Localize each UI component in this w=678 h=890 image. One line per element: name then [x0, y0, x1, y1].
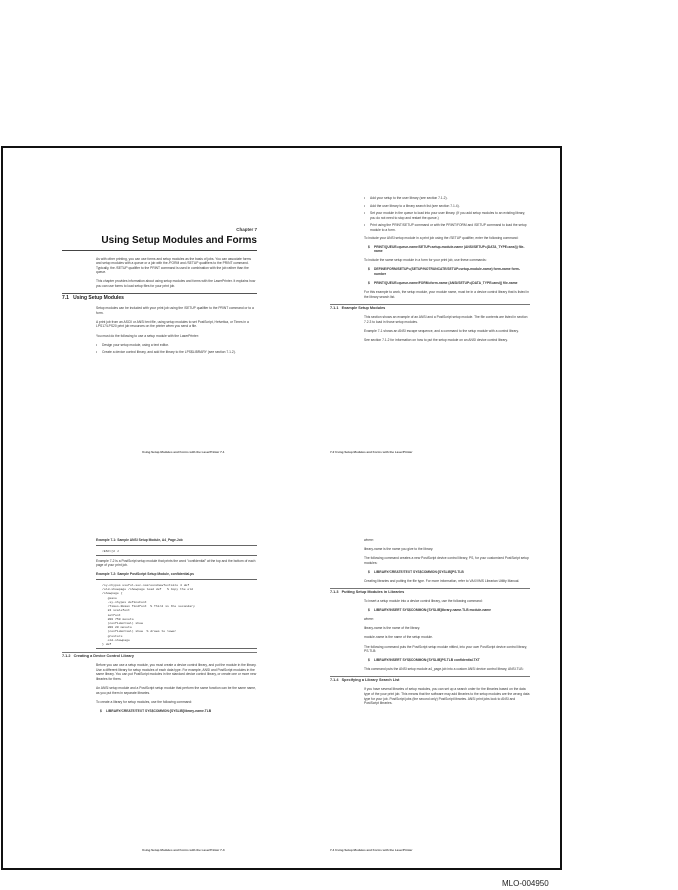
body-paragraph: module-name is the name of the setup module. — [364, 635, 433, 640]
code-line: (confidential) show % draws to lower — [102, 629, 177, 634]
page-footer: Using Setup Modules and Forms with the LaserPrinter 7-1 — [142, 450, 225, 454]
bullet-item: • Print using the PRINT/SETUP command or with the PRINT/FORM and /SETUP command to load the setup module to a form. — [330, 223, 530, 232]
divider — [96, 555, 257, 556]
body-paragraph: A print job from an ASCII or ANSI text file, using setup modules to set PostScript, Helvetica, or Times in a LPS17/LPS20 print job resources on the printer when you send a file. — [96, 319, 249, 329]
body-paragraph: To include the same setup module in a form for your print job, use these commands: — [364, 258, 487, 263]
body-paragraph: library-name is the name of the library. — [364, 626, 421, 631]
divider — [96, 579, 257, 580]
subsection-title: Example Setup Modules — [341, 305, 386, 310]
command-line: $ PRINT/QUEUE=queue-name/SETUP=setup-module-name (ANSI/SETUP=(DATA_TYPE=ansi)) file-name — [330, 245, 530, 254]
code-line: } def — [102, 641, 112, 646]
body-paragraph: See section 7.1.2 for information on how to put the setup module on an ANSI device control library. — [364, 337, 508, 342]
page-footer: 7-2 Using Setup Modules and Forms with the LaserPrinter — [330, 450, 413, 454]
intro-paragraph: This chapter provides information about using setup modules and forms with the LaserPrinter. It explains how you can use forms to load setup files for your print job. — [96, 279, 256, 289]
body-paragraph: The following command puts the PostScript setup module ntitled, into your own PostScript device control library, PS.TLB: — [364, 644, 528, 654]
command-line: $ LIBRARY/INSERT SYS$COMMON:[SYSLIB]PS.TLB confidential.TXT — [330, 658, 530, 663]
code-line: <ESC>[2 J — [102, 548, 119, 553]
subsection-number: 7.1.2 — [62, 654, 71, 659]
subsection-title: Creating a Device Control Library — [73, 654, 134, 659]
chapter-label: Chapter 7 — [236, 227, 257, 232]
example-title: Example 7-2: Sample PostScript Setup Module, confidential.ps — [96, 572, 195, 577]
subsection-heading — [330, 676, 530, 683]
body-paragraph: This command puts the ANSI setup module a4_page.job into a custom ANSI device control library, ANSI.TLB: — [364, 667, 524, 672]
body-paragraph: where: — [364, 617, 374, 622]
body-paragraph: You must do the following to use a setup module with the LaserPrinter: — [96, 333, 199, 338]
example-title: Example 7-1: Sample ANSI Setup Module, A4_Page.Job — [96, 538, 183, 542]
command-line: $ LIBRARY/INSERT SYS$COMMON:[SYSLIB]library-name.TLB module-name — [330, 608, 530, 613]
body-paragraph: The following command creates a new PostScript device control library, PS, for your customized PostScript setup modules: — [364, 556, 529, 565]
body-paragraph: To insert a setup module into a device control library, use the following command: — [364, 599, 483, 604]
subsection-number: 7.1.4 — [330, 678, 339, 683]
body-paragraph: Before you can use a setup module, you must create a device control library, and put the module in the library. Use a different library for setup modules of each data type. For example, ANSI and PostScript modules in the same library. You can put PostScript modules in the standard device control library, or create one or more new libraries for them. — [96, 663, 257, 681]
code-line: setfont — [102, 612, 121, 617]
page-7-1 — [62, 228, 257, 358]
code-line: /sy-nhypos useful-sec-nosroundnewTextsize 4 def — [102, 583, 190, 588]
body-paragraph: To include your ANSI setup module in a print job using the /SETUP qualifier, enter the following command: — [364, 235, 519, 240]
divider — [96, 545, 257, 546]
bullet-item: • Design your setup module, using a text editor. — [62, 343, 257, 348]
body-paragraph: For this example to work, the setup module, your module name, must be in a device control library that is listed in the library search list. — [364, 290, 529, 299]
section-title: Using Setup Modules — [73, 295, 124, 302]
page-7-2 — [330, 196, 530, 347]
subsection-title: Specifying a Library Search List — [341, 678, 400, 683]
code-block — [62, 583, 257, 646]
command-line: $ DEFINE/FORM/SETUP=(SETUP/NOTRUNCATE/SETUP=setup-module-name) form-name form-number — [330, 267, 530, 276]
page-7-4 — [330, 538, 530, 710]
page-7-3 — [62, 538, 257, 718]
bullet-item: • Add your setup to the user library (see section 7.1.2). — [330, 196, 530, 201]
code-line: grestore — [102, 633, 123, 638]
body-paragraph: To create a library for setup modules, use the following command: — [96, 699, 193, 704]
page-footer: 7-4 Using Setup Modules and Forms with the LaserPrinter — [330, 848, 413, 852]
where-item: library-name is the name you give to the library. — [364, 547, 434, 552]
subsection-number: 7.1.1 — [330, 305, 339, 310]
code-line: 200 750 moveto — [102, 616, 134, 621]
chapter-title: Using Setup Modules and Forms — [62, 235, 257, 251]
code-line: (confidential) show — [102, 620, 143, 625]
subsection-heading — [330, 588, 530, 595]
subsection-heading — [62, 652, 257, 659]
body-paragraph: Creating libraries and putting the file type. For more information, refer to VAX/VMS Librarian Utility Manual. — [364, 578, 520, 583]
body-paragraph: If you have several libraries of setup modules, you can set up a search order for the libraries based on the data type of the your print job. This means that the software may add libraries to the setup modules are the wrong data type for your job. PostScript jobs (the second only) PostScript libraries. ANSI print jobs look to ANSI and PostScript libraries. — [364, 687, 530, 706]
section-heading — [62, 293, 257, 302]
code-line: 200 20 moveto — [102, 625, 132, 630]
command-line: $ PRINT/QUEUE=queue-name/FORM=form-name (ANSI/SETUP=(DATA_TYPE=ansi)) file-name — [330, 281, 530, 286]
intro-paragraph: As with other printing, you can use forms and setup modules as the basis of jobs. You can associate forms and setup modules with a queue or a job with the /FORM and /SETUP qualifiers to the PRINT command. Typically, the /SETUP qualifier to the PRINT command is used in combination with the job rather than the queue. — [96, 256, 252, 275]
code-line: gsave — [102, 595, 117, 600]
subsection-title: Putting Setup Modules in Libraries — [341, 590, 405, 595]
command-line: $ LIBRARY/CREATE/TEXT SYS$COMMON:[SYSLIB]PS.TLB — [330, 570, 530, 575]
subsection-number: 7.1.3 — [330, 590, 339, 595]
where-label: where: — [364, 538, 374, 542]
body-paragraph: An ANSI setup module and a PostScript setup module that perform the same function can be the same name, as you put them in separate libraries. — [96, 686, 256, 695]
body-paragraph: Example 7-1 shows an ANSI escape sequence, and a command to the setup module with a control library. — [364, 328, 519, 333]
command-line: $ LIBRARY/CREATE/TEXT SYS$COMMON:[SYSLIB]library-name.TLB — [62, 709, 257, 714]
code-line: /Times-Roman findfont % Third is the secondary — [102, 604, 195, 609]
section-number: 7.1 — [62, 295, 69, 302]
code-line: 24 scalefont — [102, 608, 130, 613]
bullet-item: • Create a device control library, and add the library to the LPS$LIBRARY (see section 7.1.2). — [62, 350, 257, 355]
subsection-heading — [330, 304, 530, 311]
code-line: /showpage { — [102, 591, 123, 596]
body-paragraph: Example 7-2 is a PostScript setup module that prints the word "confidential" at the top and the bottom of each page of your print job. — [96, 558, 256, 568]
code-line: /old-showpage /showpage load def % Copy the old — [102, 587, 193, 592]
bullet-item: • Add the user library to a library search list (see section 7.1.4). — [330, 204, 530, 209]
document-id: MLO-004950 — [502, 879, 549, 888]
divider — [96, 648, 257, 649]
code-line: old-showpage — [102, 637, 130, 642]
code-line: -sy-nhypos defineFont — [102, 599, 147, 604]
body-paragraph: This section shows an example of an ANSI and a PostScript setup module. The file contents are listed in section 7.2.3 to load in those setup modules. — [364, 314, 528, 324]
page-footer: Using Setup Modules and Forms with the LaserPrinter 7-3 — [142, 848, 225, 852]
bullet-item: • Set your module in the queue to load into your user library. (If you add setup modules to an existing library, you do not need to stop and restart the queue.) — [330, 211, 530, 220]
body-paragraph: Setup modules can be included with your print job using the /SETUP qualifier to the PRINT command or to a form. — [96, 306, 254, 315]
